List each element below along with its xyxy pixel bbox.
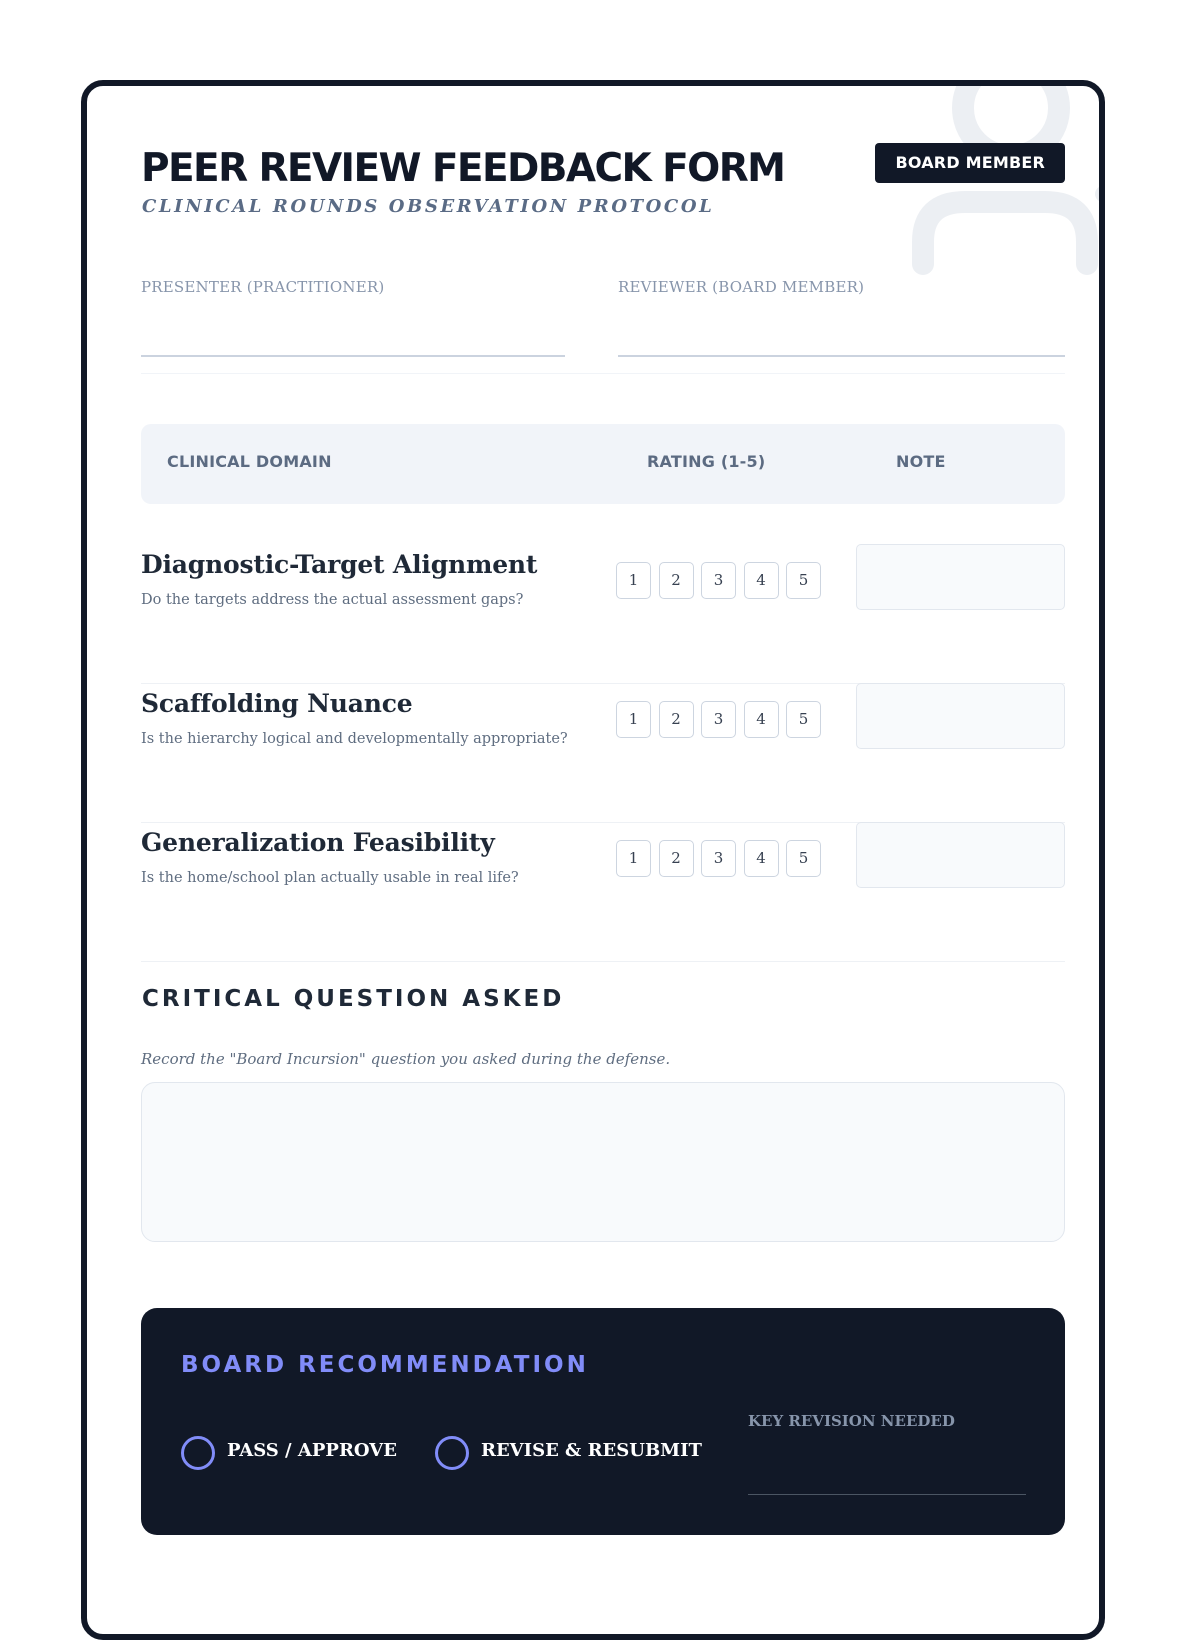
note-input[interactable] <box>856 683 1065 749</box>
rating-option-1[interactable]: 1 <box>616 562 651 599</box>
rating-option-5[interactable]: 5 <box>786 701 821 738</box>
domain-description: Is the home/school plan actually usable in real life? <box>141 870 519 886</box>
domain-title: Generalization Feasibility <box>141 828 495 857</box>
rating-option-2[interactable]: 2 <box>659 840 694 877</box>
column-header-note: NOTE <box>896 452 946 471</box>
page-title: PEER REVIEW FEEDBACK FORM <box>141 146 785 191</box>
radio-circle-icon[interactable] <box>181 1436 215 1470</box>
presenter-label: PRESENTER (PRACTITIONER) <box>141 278 385 296</box>
rating-option-4[interactable]: 4 <box>744 840 779 877</box>
rating-option-2[interactable]: 2 <box>659 701 694 738</box>
option-label: REVISE & RESUBMIT <box>481 1440 702 1461</box>
reviewer-label: REVIEWER (BOARD MEMBER) <box>618 278 865 296</box>
rating-option-4[interactable]: 4 <box>744 701 779 738</box>
table-header <box>141 424 1065 504</box>
domain-title: Diagnostic-Target Alignment <box>141 550 538 579</box>
critical-question-hint: Record the "Board Incursion" question you asked during the defense. <box>141 1050 671 1068</box>
pass-approve-option[interactable] <box>181 1435 397 1471</box>
note-input[interactable] <box>856 822 1065 888</box>
rating-option-3[interactable]: 3 <box>701 701 736 738</box>
revise-resubmit-option[interactable] <box>435 1435 702 1471</box>
domain-title: Scaffolding Nuance <box>141 689 413 718</box>
table-row <box>141 822 1065 962</box>
table-row <box>141 544 1065 684</box>
critical-question-textarea[interactable] <box>141 1082 1065 1242</box>
table-row <box>141 683 1065 823</box>
rating-option-1[interactable]: 1 <box>616 840 651 877</box>
divider <box>141 373 1065 374</box>
rating-option-5[interactable]: 5 <box>786 562 821 599</box>
rating-option-3[interactable]: 3 <box>701 562 736 599</box>
domain-description: Is the hierarchy logical and developmentally appropriate? <box>141 731 568 747</box>
page-subtitle: CLINICAL ROUNDS OBSERVATION PROTOCOL <box>142 196 715 217</box>
domain-description: Do the targets address the actual assessment gaps? <box>141 592 524 608</box>
presenter-field[interactable] <box>141 355 565 357</box>
column-header-domain: CLINICAL DOMAIN <box>167 452 332 471</box>
board-recommendation-panel <box>141 1308 1065 1535</box>
revision-field[interactable] <box>748 1494 1026 1495</box>
column-header-rating: RATING (1-5) <box>647 452 766 471</box>
rating-option-1[interactable]: 1 <box>616 701 651 738</box>
option-label: PASS / APPROVE <box>227 1440 397 1461</box>
user-icon <box>893 82 1103 292</box>
recommendation-title: BOARD RECOMMENDATION <box>181 1352 589 1378</box>
rating-option-4[interactable]: 4 <box>744 562 779 599</box>
role-badge: BOARD MEMBER <box>875 143 1065 183</box>
revision-label: KEY REVISION NEEDED <box>748 1412 955 1430</box>
rating-option-5[interactable]: 5 <box>786 840 821 877</box>
rating-option-2[interactable]: 2 <box>659 562 694 599</box>
note-input[interactable] <box>856 544 1065 610</box>
rating-option-3[interactable]: 3 <box>701 840 736 877</box>
radio-circle-icon[interactable] <box>435 1436 469 1470</box>
reviewer-field[interactable] <box>618 355 1065 357</box>
feedback-form-card <box>81 80 1105 1640</box>
critical-question-title: CRITICAL QUESTION ASKED <box>142 986 565 1012</box>
